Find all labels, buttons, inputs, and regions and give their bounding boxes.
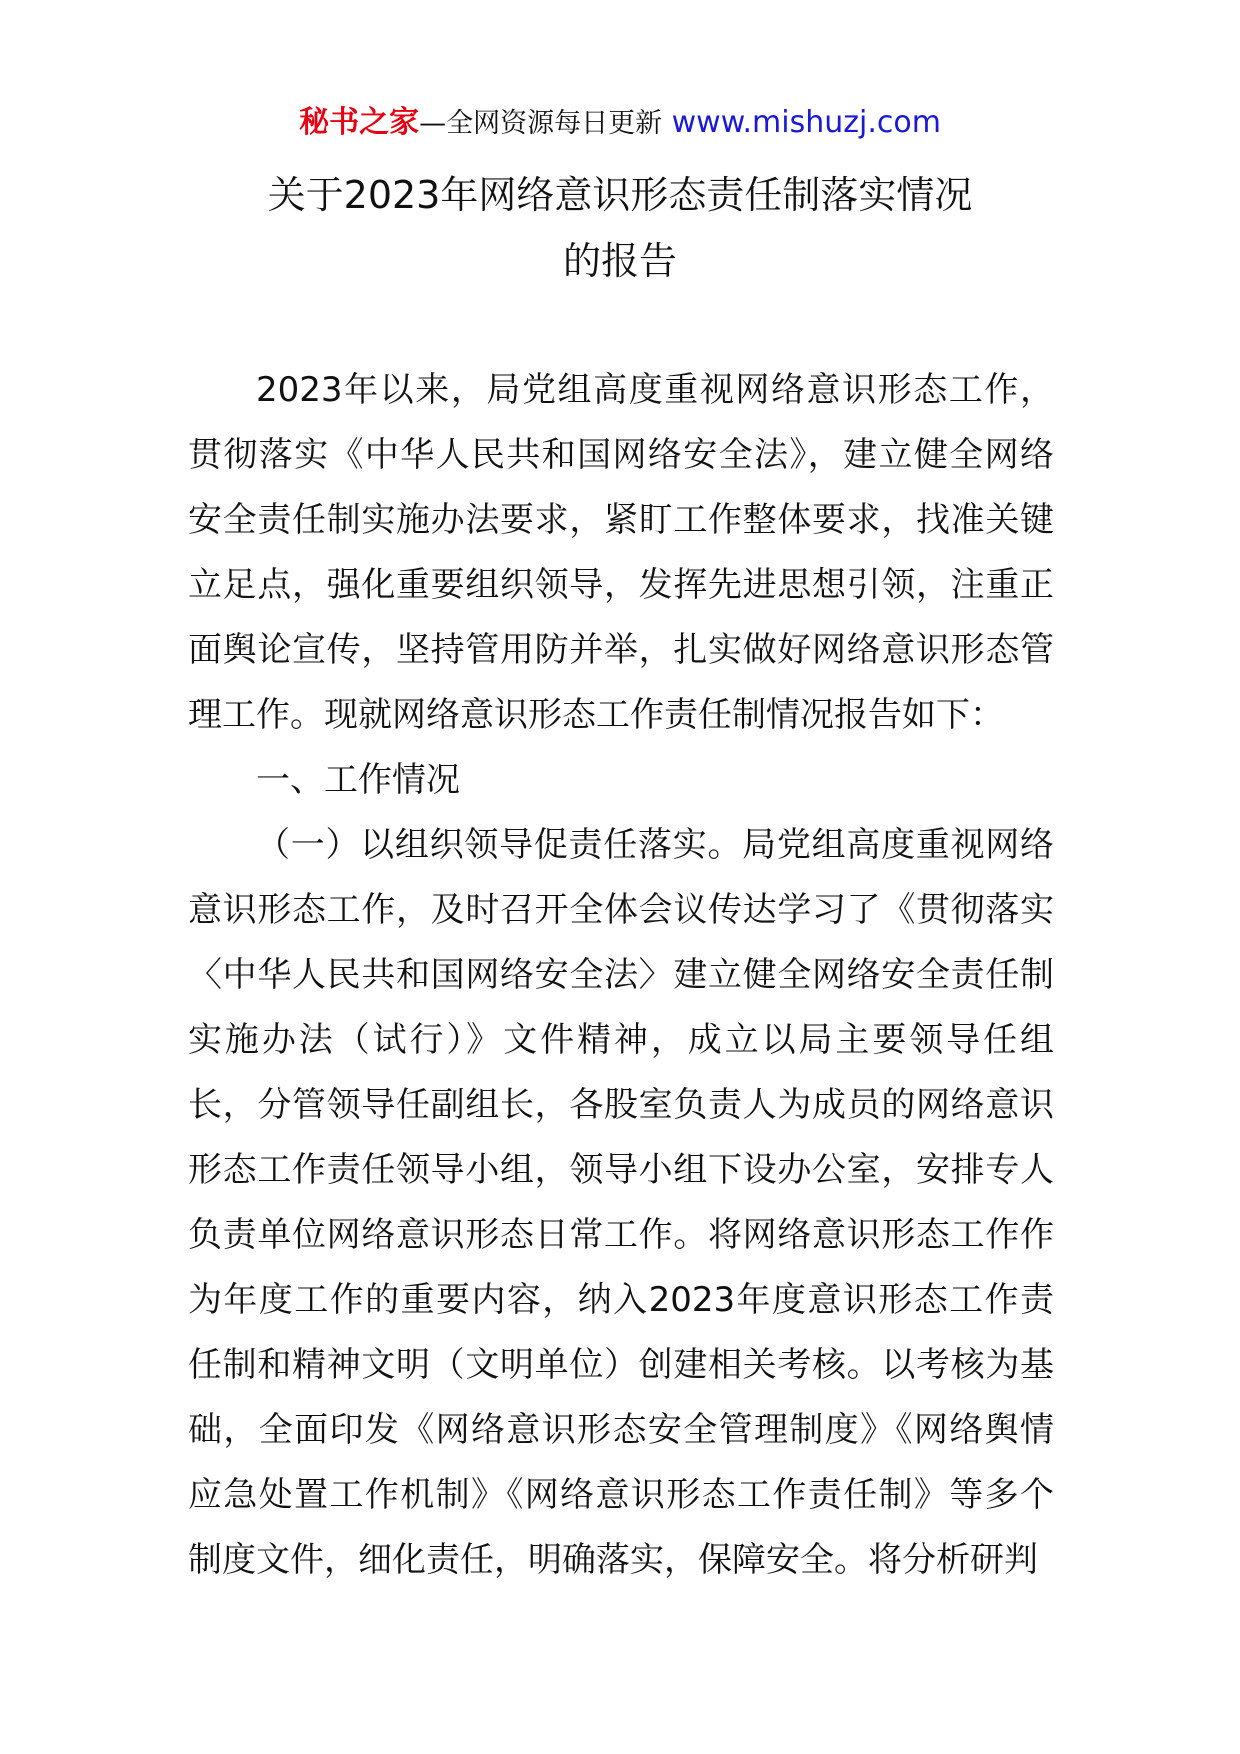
document-title	[0, 162, 1240, 294]
watermark-slogan: —全网资源每日更新	[419, 108, 663, 139]
paragraph-organization-leadership: （一）以组织领导促责任落实。局党组高度重视网络意识形态工作，及时召开全体会议传达学习了《贯彻落实〈中华人民共和国网络安全法〉建立健全网络安全责任制实施办法（试行）》文件精神，成立以局主要领导任组长，分管领导任副组长，各股室负责人为成员的网络意识形态工作责任领导小组，领导小组下设办公室，安排专人负责单位网络意识形态日常工作。将网络意识形态工作作为年度工作的重要内容，纳入2023年度意识形态工作责任制和精神文明（文明单位）创建相关考核。以考核为基础，全面印发《网络意识形态安全管理制度》《网络舆情应急处置工作机制》《网络意识形态工作责任制》等多个制度文件，细化责任，明确落实，保障安全。将分析研判	[188, 825, 1054, 1580]
title-line-2: 的报告	[562, 239, 677, 283]
title-line-1: 关于2023年网络意识形态责任制落实情况	[267, 173, 973, 217]
section-heading-work-status: 一、工作情况	[256, 760, 460, 800]
watermark-url[interactable]: www.mishuzj.com	[671, 105, 941, 140]
document-body	[188, 358, 1054, 1593]
paragraph-intro: 2023年以来，局党组高度重视网络意识形态工作，贯彻落实《中华人民共和国网络安全法》，建立健全网络安全责任制实施办法要求，紧盯工作整体要求，找准关键立足点，强化重要组织领导，发挥先进思想引领，注重正面舆论宣传，坚持管用防并举，扎实做好网络意识形态管理工作。现就网络意识形态工作责任制情况报告如下：	[188, 370, 1054, 735]
watermark-brand: 秘书之家	[299, 105, 420, 140]
watermark-banner	[0, 103, 1240, 144]
